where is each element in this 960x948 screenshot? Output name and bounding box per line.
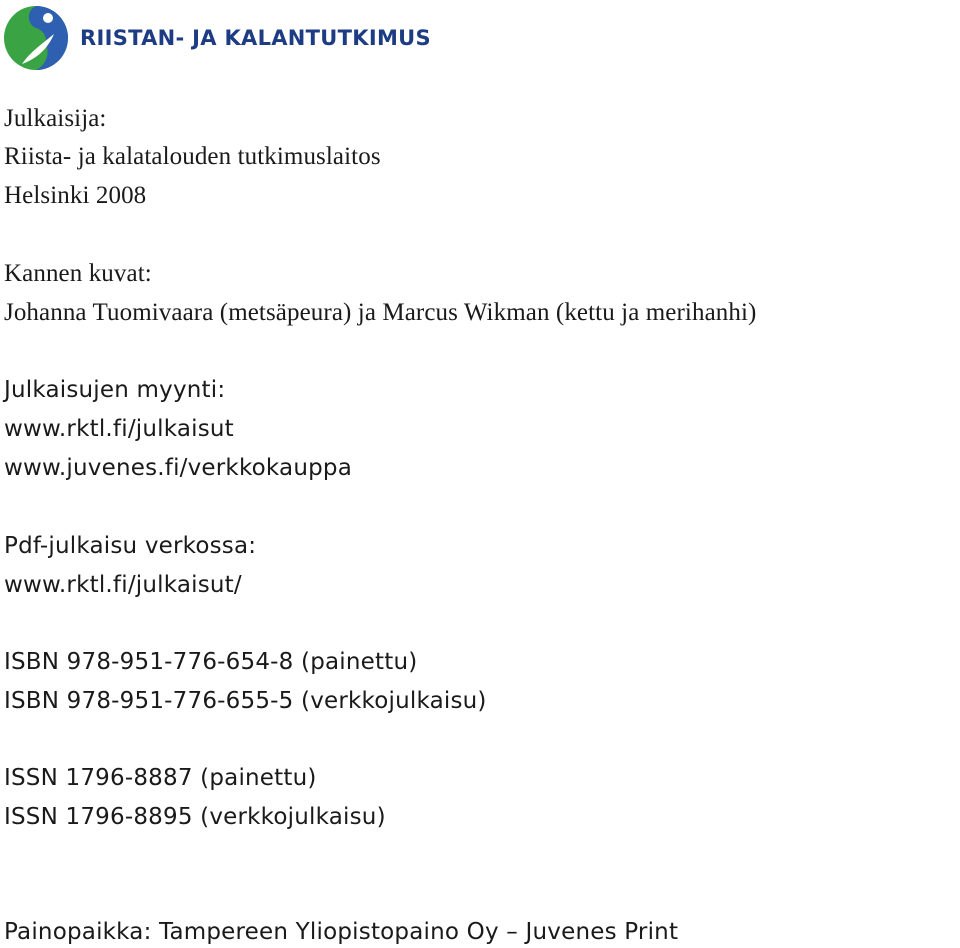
- publisher-label: Julkaisija:: [4, 105, 107, 132]
- logo: [2, 4, 431, 74]
- issn-print: ISSN 1796-8887 (painettu): [4, 765, 317, 791]
- publisher-name: Riista- ja kalatalouden tutkimuslaitos: [4, 143, 381, 170]
- publisher-place-year: Helsinki 2008: [4, 182, 147, 209]
- printer-line: Painopaikka: Tampereen Yliopistopaino Oy – Juvenes Print: [4, 919, 679, 945]
- pdf-label: Pdf-julkaisu verkossa:: [4, 533, 257, 559]
- logo-text: RIISTAN- JA KALANTUTKIMUS: [80, 26, 431, 50]
- isbn-online: ISBN 978-951-776-655-5 (verkkojulkaisu): [4, 688, 487, 714]
- isbn-print: ISBN 978-951-776-654-8 (painettu): [4, 649, 418, 675]
- cover-label: Kannen kuvat:: [4, 260, 152, 287]
- pdf-url[interactable]: www.rktl.fi/julkaisut/: [4, 572, 242, 598]
- rktl-logo-icon: [2, 4, 70, 72]
- sales-label: Julkaisujen myynti:: [4, 377, 226, 403]
- cover-credits: Johanna Tuomivaara (metsäpeura) ja Marcus Wikman (kettu ja merihanhi): [4, 299, 757, 326]
- sales-url-rktl[interactable]: www.rktl.fi/julkaisut: [4, 416, 234, 442]
- sales-url-juvenes[interactable]: www.juvenes.fi/verkkokauppa: [4, 455, 353, 481]
- issn-online: ISSN 1796-8895 (verkkojulkaisu): [4, 804, 386, 830]
